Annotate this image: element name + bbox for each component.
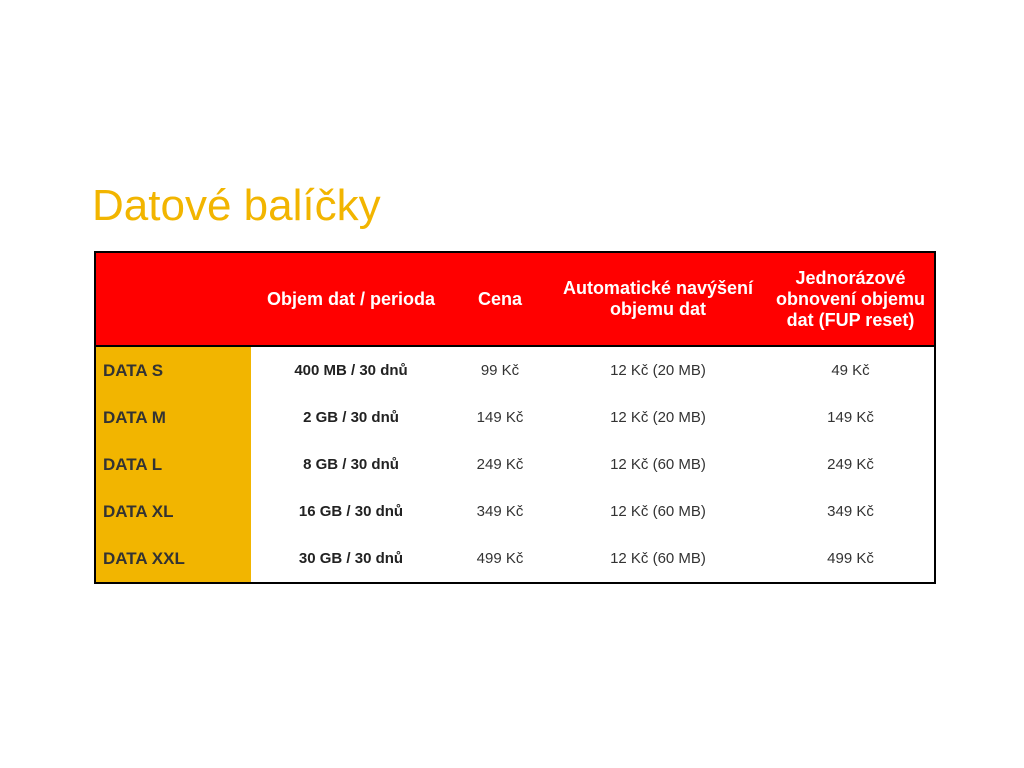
header-auto-topup: Automatické navýšení objemu dat — [549, 252, 767, 346]
data-volume: 30 GB / 30 dnů — [251, 535, 451, 583]
data-volume: 2 GB / 30 dnů — [251, 394, 451, 441]
auto-topup: 12 Kč (20 MB) — [549, 394, 767, 441]
price: 349 Kč — [451, 488, 549, 535]
fup-reset: 249 Kč — [767, 441, 935, 488]
price: 499 Kč — [451, 535, 549, 583]
fup-reset: 149 Kč — [767, 394, 935, 441]
header-data-volume: Objem dat / perioda — [251, 252, 451, 346]
table-row — [95, 441, 935, 488]
table-row — [95, 535, 935, 583]
data-volume: 400 MB / 30 dnů — [251, 346, 451, 394]
package-name: DATA L — [95, 441, 251, 488]
table-header — [95, 252, 935, 346]
package-name: DATA M — [95, 394, 251, 441]
table-header-row — [95, 252, 935, 346]
table-row — [95, 394, 935, 441]
table-row — [95, 488, 935, 535]
data-volume: 8 GB / 30 dnů — [251, 441, 451, 488]
price: 249 Kč — [451, 441, 549, 488]
page-title: Datové balíčky — [92, 181, 381, 230]
data-volume: 16 GB / 30 dnů — [251, 488, 451, 535]
package-name: DATA S — [95, 346, 251, 394]
fup-reset: 349 Kč — [767, 488, 935, 535]
package-name: DATA XL — [95, 488, 251, 535]
table-row — [95, 346, 935, 394]
price: 149 Kč — [451, 394, 549, 441]
header-price: Cena — [451, 252, 549, 346]
auto-topup: 12 Kč (20 MB) — [549, 346, 767, 394]
data-packages-table — [94, 251, 936, 584]
fup-reset: 499 Kč — [767, 535, 935, 583]
auto-topup: 12 Kč (60 MB) — [549, 535, 767, 583]
fup-reset: 49 Kč — [767, 346, 935, 394]
table-body — [95, 346, 935, 583]
price: 99 Kč — [451, 346, 549, 394]
header-package-name — [95, 252, 251, 346]
auto-topup: 12 Kč (60 MB) — [549, 441, 767, 488]
header-fup-reset: Jednorázové obnovení objemu dat (FUP reset) — [767, 252, 935, 346]
package-name: DATA XXL — [95, 535, 251, 583]
auto-topup: 12 Kč (60 MB) — [549, 488, 767, 535]
